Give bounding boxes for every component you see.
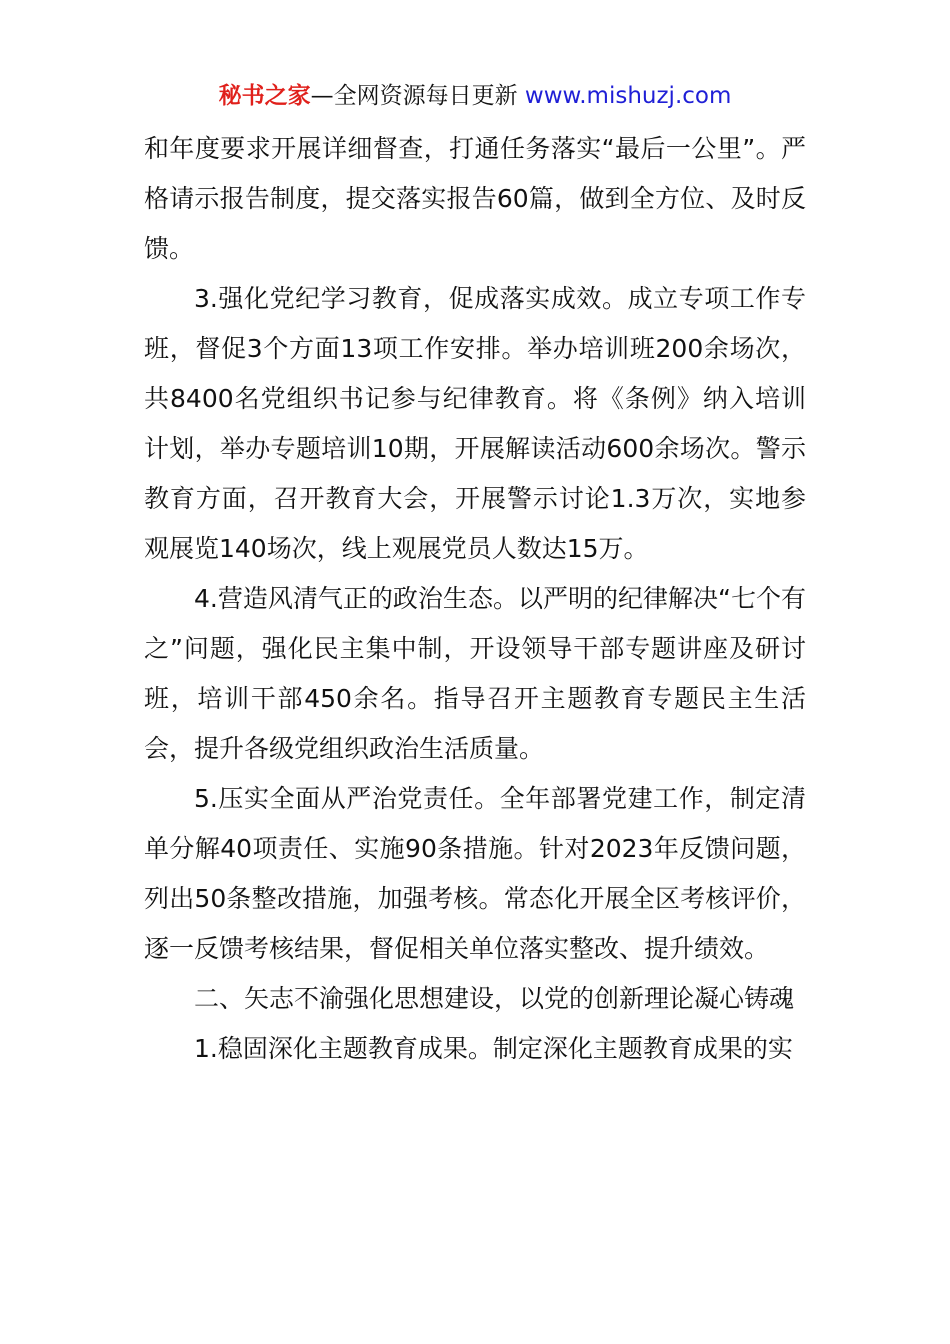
page-header [0, 80, 950, 112]
brand-name: 秘书之家 [218, 83, 311, 109]
site-url[interactable]: www.mishuzj.com [524, 83, 732, 109]
section-heading: 二、矢志不渝强化思想建设，以党的创新理论凝心铸魂 [194, 984, 795, 1013]
paragraph: 4.营造风清气正的政治生态。以严明的纪律解决“七个有之”问题，强化民主集中制，开设领导干部专题讲座及研讨班，培训干部450余名。指导召开主题教育专题民主生活会，提升各级党组织政治生活质量。 [144, 584, 806, 763]
header-tagline: —全网资源每日更新 [310, 83, 518, 109]
paragraph: 5.压实全面从严治党责任。全年部署党建工作，制定清单分解40项责任、实施90条措施。针对2023年反馈问题，列出50条整改措施，加强考核。常态化开展全区考核评价，逐一反馈考核结果，督促相关单位落实整改、提升绩效。 [144, 784, 806, 963]
document-body [144, 124, 806, 1074]
paragraph: 和年度要求开展详细督查，打通任务落实“最后一公里”。严格请示报告制度，提交落实报告60篇，做到全方位、及时反馈。 [144, 134, 806, 263]
paragraph: 3.强化党纪学习教育，促成落实成效。成立专项工作专班，督促3个方面13项工作安排。举办培训班200余场次，共8400名党组织书记参与纪律教育。将《条例》纳入培训计划，举办专题培训10期，开展解读活动600余场次。警示教育方面，召开教育大会，开展警示讨论1.3万次，实地参观展览140场次，线上观展党员人数达15万。 [144, 284, 806, 563]
paragraph: 1.稳固深化主题教育成果。制定深化主题教育成果的实 [194, 1034, 793, 1063]
